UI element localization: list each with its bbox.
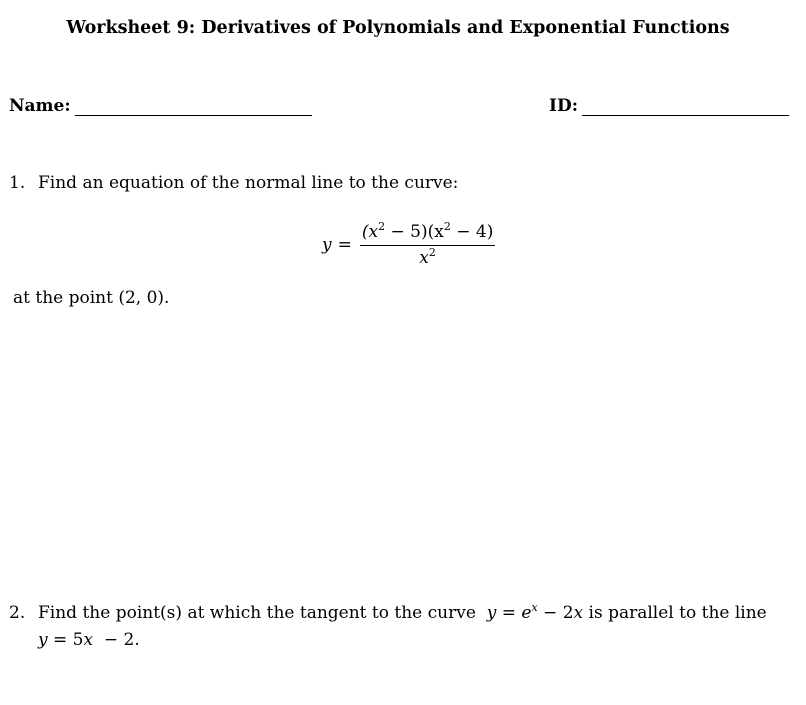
curve-var: x <box>573 603 584 623</box>
fraction-numerator <box>360 222 495 246</box>
curve-eq: = <box>496 603 522 623</box>
equation-equals: = <box>337 235 352 255</box>
curve-lhs: y <box>486 603 497 623</box>
question-2-text-before: Find the point(s) at which the tangent to the curve <box>38 603 476 623</box>
numerator-part1: (x <box>361 222 379 242</box>
numerator-exp1: 2 <box>378 220 386 233</box>
numerator-part2: − 5)(x <box>385 222 444 242</box>
line-var: x <box>83 630 94 650</box>
denominator-exp: 2 <box>428 246 436 259</box>
curve-base: e <box>521 603 532 623</box>
curve-exp: x <box>531 601 538 614</box>
name-field[interactable] <box>9 96 312 116</box>
name-blank-line[interactable] <box>75 97 312 116</box>
line-end: − 2. <box>93 630 140 650</box>
denominator-base: x <box>419 248 429 268</box>
line-rest: = 5 <box>47 630 84 650</box>
line-lhs: y <box>38 630 48 650</box>
id-blank-line[interactable] <box>582 97 789 116</box>
question-2-number: 2. <box>9 603 26 623</box>
numerator-part3: − 4) <box>450 222 494 242</box>
curve-rest: − 2 <box>537 603 574 623</box>
question-1-number: 1. <box>9 173 26 193</box>
question-2-curve <box>487 603 583 623</box>
id-label: ID: <box>549 96 578 116</box>
question-1-point: at the point (2, 0). <box>13 288 170 308</box>
question-2-line <box>38 630 140 650</box>
equation-lhs: y <box>322 235 332 255</box>
question-2-text <box>38 603 767 623</box>
equation-fraction <box>360 222 495 268</box>
worksheet-title: Worksheet 9: Derivatives of Polynomials and Exponential Functions <box>66 18 730 38</box>
question-1-equation <box>322 222 495 268</box>
question-1-text: Find an equation of the normal line to the curve: <box>38 173 459 193</box>
question-2-text-after: is parallel to the line <box>583 603 767 623</box>
numerator-exp2: 2 <box>443 220 451 233</box>
name-label: Name: <box>9 96 71 116</box>
id-field[interactable] <box>549 96 789 116</box>
fraction-denominator <box>419 246 436 268</box>
